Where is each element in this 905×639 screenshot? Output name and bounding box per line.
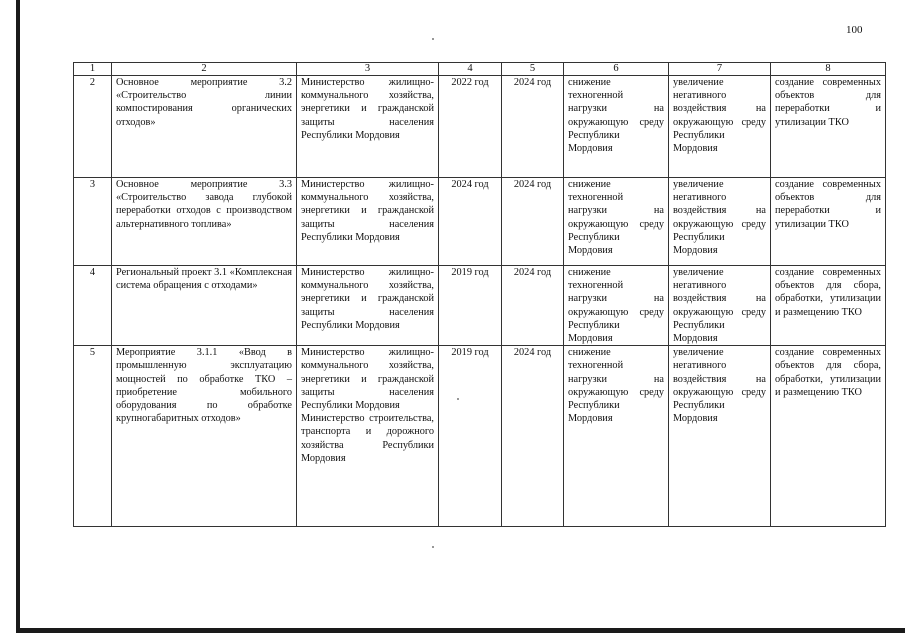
end-year: 2024 год <box>502 266 564 346</box>
event-name: Региональный проект 3.1 «Комплексная система обращения с отходами» <box>112 266 297 346</box>
scan-speck <box>432 38 434 40</box>
end-year: 2024 год <box>502 76 564 178</box>
table-row <box>74 266 886 346</box>
indicator-link: создание современных объектов для сбора, обработки, утилизации и размещению ТКО <box>771 266 886 346</box>
executor <box>297 346 439 527</box>
non-implementation-consequence: увеличение негативного воздействия на окружающую среду Республики Мордовия <box>669 178 771 266</box>
end-year: 2024 год <box>502 346 564 527</box>
event-name: Мероприятие 3.1.1 «Ввод в промышленную эксплуатацию мощностей по обработке ТКО – приобретение мобильного оборудования по обработке крупногабаритных отходов» <box>112 346 297 527</box>
column-header: 7 <box>669 63 771 76</box>
column-header: 2 <box>112 63 297 76</box>
row-number: 4 <box>74 266 112 346</box>
header-row <box>74 63 886 76</box>
row-number: 5 <box>74 346 112 527</box>
page-number: 100 <box>846 24 863 36</box>
event-name: Основное мероприятие 3.3 «Строительство завода глубокой переработки отходов с производством альтернативного топлива» <box>112 178 297 266</box>
indicator-link: создание современных объектов для переработки и утилизации ТКО <box>771 178 886 266</box>
start-year: 2019 год <box>439 346 502 527</box>
executor: Министерство жилищно-коммунального хозяйства, энергетики и гражданской защиты населения Республики Мордовия <box>297 178 439 266</box>
table-row <box>74 346 886 527</box>
non-implementation-consequence: увеличение негативного воздействия на окружающую среду Республики Мордовия <box>669 76 771 178</box>
executor-secondary: Министерство строительства, транспорта и дорожного хозяйства Республики Мордовия <box>301 413 434 464</box>
column-header: 8 <box>771 63 886 76</box>
column-header: 5 <box>502 63 564 76</box>
start-year: 2024 год <box>439 178 502 266</box>
row-number: 3 <box>74 178 112 266</box>
executor: Министерство жилищно-коммунального хозяйства, энергетики и гражданской защиты населения Республики Мордовия <box>297 266 439 346</box>
start-year: 2019 год <box>439 266 502 346</box>
start-year: 2022 год <box>439 76 502 178</box>
executor-primary: Министерство жилищно-коммунального хозяйства, энергетики и гражданской защиты населения Республики Мордовия <box>301 347 434 412</box>
column-header: 6 <box>564 63 669 76</box>
scan-bottom-edge <box>16 628 905 633</box>
expected-result: снижение техногенной нагрузки на окружающую среду Республики Мордовия <box>564 266 669 346</box>
end-year: 2024 год <box>502 178 564 266</box>
column-header: 3 <box>297 63 439 76</box>
table-row <box>74 76 886 178</box>
column-header: 1 <box>74 63 112 76</box>
executor: Министерство жилищно-коммунального хозяйства, энергетики и гражданской защиты населения Республики Мордовия <box>297 76 439 178</box>
expected-result: снижение техногенной нагрузки на окружающую среду Республики Мордовия <box>564 178 669 266</box>
indicator-link: создание современных объектов для сбора, обработки, утилизации и размещению ТКО <box>771 346 886 527</box>
scan-speck <box>432 546 434 548</box>
event-name: Основное мероприятие 3.2 «Строительство линии компостирования органических отходов» <box>112 76 297 178</box>
row-number: 2 <box>74 76 112 178</box>
expected-result: снижение техногенной нагрузки на окружающую среду Республики Мордовия <box>564 346 669 527</box>
expected-result: снижение техногенной нагрузки на окружающую среду Республики Мордовия <box>564 76 669 178</box>
measures-table <box>73 62 886 527</box>
non-implementation-consequence: увеличение негативного воздействия на окружающую среду Республики Мордовия <box>669 346 771 527</box>
non-implementation-consequence: увеличение негативного воздействия на окружающую среду Республики Мордовия <box>669 266 771 346</box>
scan-left-edge <box>16 0 20 632</box>
column-header: 4 <box>439 63 502 76</box>
indicator-link: создание современных объектов для переработки и утилизации ТКО <box>771 76 886 178</box>
table-row <box>74 178 886 266</box>
